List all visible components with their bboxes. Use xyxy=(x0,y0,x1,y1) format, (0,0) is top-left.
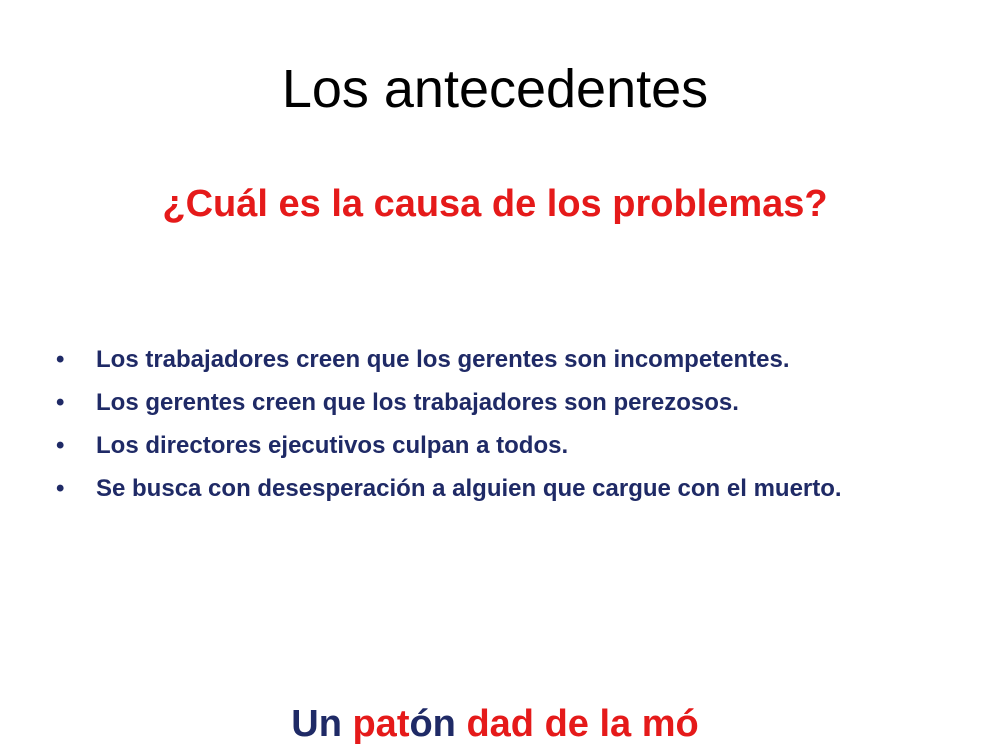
conclusion-text-part2: pat xyxy=(352,703,410,745)
bullet-item xyxy=(56,428,886,464)
bullet-icon: • xyxy=(56,432,65,459)
bullet-item xyxy=(56,342,886,378)
conclusion-text-part4: dad de la mó xyxy=(466,703,699,745)
bullet-list xyxy=(56,342,886,514)
conclusion-text-part1: Un xyxy=(291,703,353,745)
bullet-text: Los gerentes creen que los trabajadores son perezosos. xyxy=(96,389,739,416)
slide-question: ¿Cuál es la causa de los problemas? xyxy=(162,183,828,225)
bullet-icon: • xyxy=(56,475,65,502)
conclusion-text-part3: ón xyxy=(409,703,467,745)
bullet-text: Los directores ejecutivos culpan a todos. xyxy=(96,432,569,459)
bullet-icon: • xyxy=(56,346,65,373)
bullet-item xyxy=(56,385,886,421)
bullet-item xyxy=(56,471,886,507)
slide-title: Los antecedentes xyxy=(281,59,709,119)
bullet-text: Los trabajadores creen que los gerentes son incompetentes. xyxy=(96,346,790,373)
bullet-text: Se busca con desesperación a alguien que cargue con el muerto. xyxy=(96,475,842,502)
bullet-icon: • xyxy=(56,389,65,416)
slide-conclusion-partial xyxy=(0,696,990,752)
